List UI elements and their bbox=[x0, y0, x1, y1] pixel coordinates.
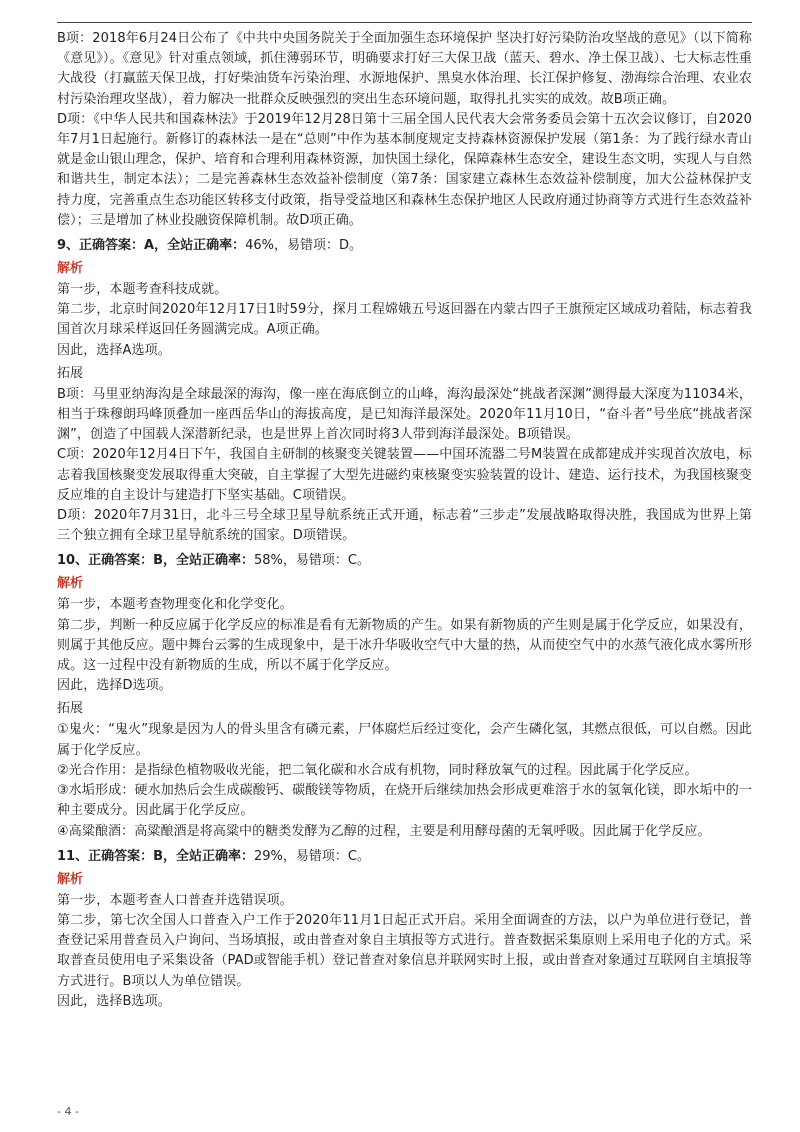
q11-analysis-step1: 第一步，本题考查人口普查并选错误项。 bbox=[57, 892, 293, 908]
header-rule bbox=[57, 22, 752, 23]
q10-extension-label: 拓展 bbox=[57, 701, 84, 717]
q10-analysis-step2: 第二步，判断一种反应属于化学反应的标准是看有无新物质的产生。如果有新物质的产生则是属于化学反应，如果没有，则属于其他反应。题中舞台云雾的生成现象中，是干冰升华吸收空气中大量的热，从而使空气中的水蒸气液化成水雾所形成。这一过程中没有新物质的生成，所以不属于化学反应。 bbox=[57, 617, 752, 674]
paragraph-d: D项：《中华人民共和国森林法》于2019年12月28日第十三届全国人民代表大会常务委员会第十五次会议修订，自2020年7月1日起施行。新修订的森林法一是在“总则”中作为基本制度规定支持森林资源保护发展（第1条：为了践行绿水青山就是金山银山理念，保护、培育和合理利用森林资源，加快国土绿化，保障森林生态安全，建设生态文明，实现人与自然和谐共生，制定本法）；二是完善森林生态效益补偿制度（第7条：国家建立森林生态效益补偿制度，加大公益林保护支持力度，完善重点生态功能区转移支付政策，指导受益地区和森林生态保护地区人民政府通过协商等方式进行生态效益补偿）；三是增加了林业投融资保障机制。故D项正确。 bbox=[57, 111, 752, 228]
q9-answer-bold: 9、正确答案：A，全站正确率： bbox=[57, 238, 246, 254]
q9-analysis-label: 解析 bbox=[57, 261, 84, 277]
q9-analysis-step2: 第二步，北京时间2020年12月17日1时59分，探月工程嫦娥五号返回器在内蒙古四子王旗预定区域成功着陆，标志着我国首次月球采样返回任务圆满完成。A项正确。 bbox=[57, 302, 752, 338]
q11-analysis-step2: 第二步，第七次全国人口普查入户工作于2020年11月1日起正式开启。采用全面调查的方法，以户为单位进行登记，普查登记采用普查员入户询问、当场填报，或由普查对象自主填报等方式进行。普查数据采集原则上采用电子化的方式。采取普查员使用电子采集设备（PAD或智能手机）登记普查对象信息并联网实时上报，或由普查对象通过互联网自主填报等方式进行。B项以人为单位错误。 bbox=[57, 912, 752, 989]
q9-extension-label: 拓展 bbox=[57, 365, 84, 381]
q10-analysis-step1: 第一步，本题考查物理变化和化学变化。 bbox=[57, 597, 293, 613]
q11-answer-rest: 29%，易错项：C。 bbox=[254, 848, 370, 864]
q10-extension-4: ④高粱酿酒：高粱酿酒是将高粱中的糖类发酵为乙醇的过程，主要是利用酵母菌的无氧呼吸。因此属于化学反应。 bbox=[57, 823, 711, 839]
q11-analysis-label: 解析 bbox=[57, 871, 84, 887]
paragraph-b: B项：2018年6月24日公布了《中共中央国务院关于全面加强生态环境保护 坚决打好污染防治攻坚战的意见》（以下简称《意见》）。《意见》针对重点领域，抓住薄弱环节，明确要求打好三大保卫战（蓝天、碧水、净土保卫战）、七大标志性重大战役（打赢蓝天保卫战，打好柴油货车污染治理、水源地保护、黑臭水体治理、长江保护修复、渤海综合治理、农业农村污染治理攻坚战），着力解决一批群众反映强烈的突出生态环境问题，取得扎扎实实的成效。故B项正确。 bbox=[57, 31, 752, 107]
q9-analysis-step1: 第一步，本题考查科技成就。 bbox=[57, 282, 228, 298]
q11-answer-line bbox=[57, 847, 752, 867]
page-number: - 4 - bbox=[57, 1105, 79, 1118]
q9-extension-c: C项：2020年12月4日下午，我国自主研制的核聚变关键装置——中国环流器二号M装置在成都建成并实现首次放电，标志着我国核聚变发展取得重大突破，自主掌握了大型先进磁约束核聚变实验装置的设计、建造、运行技术，为我国核聚变反应堆的自主设计与建造打下坚实基础。C项错误。 bbox=[57, 447, 752, 503]
q10-answer-line bbox=[57, 551, 752, 571]
q10-extension-3: ③水垢形成：硬水加热后会生成碳酸钙、碳酸镁等物质，在烧开后继续加热会形成更难溶于水的氢氧化镁，即水垢中的一种主要成分。因此属于化学反应。 bbox=[57, 783, 752, 819]
page-content bbox=[57, 29, 752, 1012]
q10-analysis-label: 解析 bbox=[57, 576, 84, 592]
q10-extension-1: ①鬼火：“鬼火”现象是因为人的骨头里含有磷元素，尸体腐烂后经过变化，会产生磷化氢，其燃点很低，可以自燃。因此属于化学反应。 bbox=[57, 722, 752, 758]
q9-extension-b: B项：马里亚纳海沟是全球最深的海沟，像一座在海底倒立的山峰，海沟最深处“挑战者深渊”测得最大深度为11034米，相当于珠穆朗玛峰顶叠加一座西岳华山的海拔高度，是已知海洋最深处。2020年11月10日，“奋斗者”号坐底“挑战者深渊”，创造了中国载人深潜新纪录，也是世界上首次同时将3人带到海洋最深处。B项错误。 bbox=[57, 386, 752, 443]
q9-analysis-conclusion: 因此，选择A选项。 bbox=[57, 342, 171, 358]
q10-answer-bold: 10、正确答案：B，全站正确率： bbox=[57, 553, 254, 569]
q10-analysis-conclusion: 因此，选择D选项。 bbox=[57, 678, 172, 694]
q10-answer-rest: 58%，易错项：C。 bbox=[254, 553, 370, 569]
q10-extension-2: ②光合作用：是指绿色植物吸收光能，把二氧化碳和水合成有机物，同时释放氧气的过程。因此属于化学反应。 bbox=[57, 762, 698, 778]
q11-answer-bold: 11、正确答案：B，全站正确率： bbox=[57, 848, 254, 864]
q9-answer-line bbox=[57, 236, 752, 256]
q11-analysis-conclusion: 因此，选择B选项。 bbox=[57, 993, 171, 1009]
q9-answer-rest: 46%，易错项：D。 bbox=[245, 238, 363, 254]
q9-extension-d: D项：2020年7月31日，北斗三号全球卫星导航系统正式开通，标志着“三步走”发展战略取得决胜，我国成为世界上第三个独立拥有全球卫星导航系统的国家。D项错误。 bbox=[57, 508, 752, 544]
